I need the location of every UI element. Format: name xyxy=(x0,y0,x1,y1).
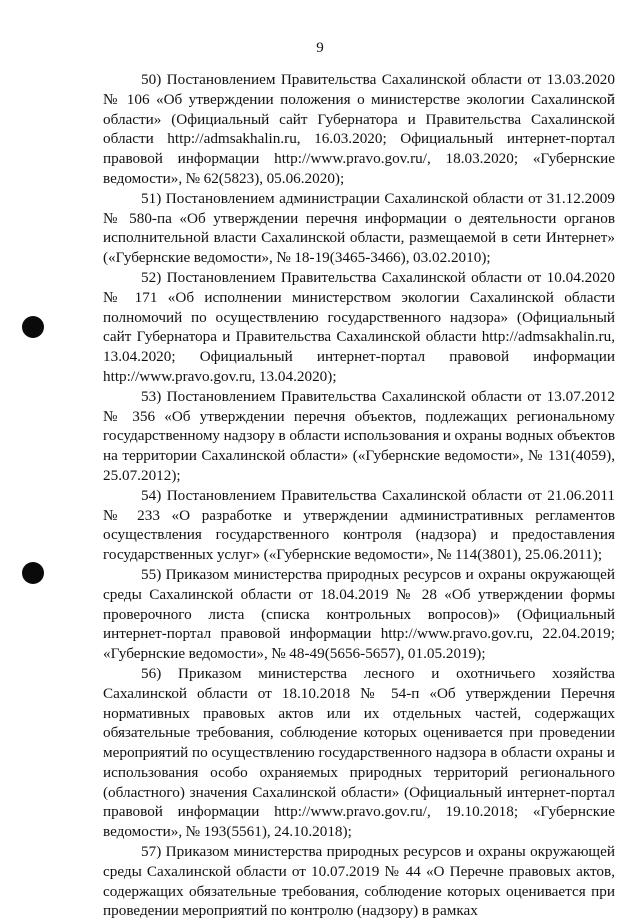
list-item-54: 54) Постановлением Правительства Сахалинской области от 21.06.2011 № 233 «О разработке и утверждении административных регламентов осуществления государственного контроля (надзора) и предоставления государственных услуг» («Губернские ведомости», № 114(3801), 25.06.2011); xyxy=(103,486,615,564)
list-item-53: 53) Постановлением Правительства Сахалинской области от 13.07.2012 № 356 «Об утверждении перечня объектов, подлежащих региональному государственному надзору в области использования и охраны водных объектов на территории Сахалинской области» («Губернские ведомости», № 131(4059), 25.07.2012); xyxy=(103,387,615,484)
list-item-50: 50) Постановлением Правительства Сахалинской области от 13.03.2020 № 106 «Об утверждении положения о министерстве экологии Сахалинской области» (Официальный сайт Губернатора и Правительства Сахалинской области http://admsakhalin.ru, 16.03.2020; Официальный интернет-портал правовой информации http://www.pravo.gov.ru/, 18.03.2020; «Губернские ведомости», № 62(5823), 05.06.2020); xyxy=(103,71,615,187)
punch-hole-top xyxy=(22,316,44,338)
page-number: 9 xyxy=(316,40,324,56)
document-body xyxy=(103,70,615,921)
punch-hole-bottom xyxy=(22,562,44,584)
list-item-56: 56) Приказом министерства лесного и охотничьего хозяйства Сахалинской области от 18.10.2018 № 54-п «Об утверждении Перечня нормативных правовых актов или их отдельных частей, содержащих обязательные требования, соблюдение которых оценивается при проведении мероприятий по осуществлению государственного надзора в области охраны и использования особо охраняемых природных территорий регионального (областного) значения Сахалинской области» (Официальный интернет-портал правовой информации http://www.pravo.gov.ru/, 19.10.2018; «Губернские ведомости», № 193(5561), 24.10.2018); xyxy=(103,664,615,841)
list-item-52: 52) Постановлением Правительства Сахалинской области от 10.04.2020 № 171 «Об исполнении министерством экологии Сахалинской области полномочий по осуществлению государственного надзора» (Официальный сайт Губернатора и Правительства Сахалинской области http://admsakhalin.ru, 13.04.2020; Официальный интернет-портал правовой информации http://www.pravo.gov.ru, 13.04.2020); xyxy=(103,268,615,385)
list-item-57: 57) Приказом министерства природных ресурсов и охраны окружающей среды Сахалинской области от 10.07.2019 № 44 «О Перечне правовых актов, содержащих обязательные требования, соблюдение которых оценивается при проведении мероприятий по контролю (надзору) в рамках xyxy=(103,843,615,920)
list-item-51: 51) Постановлением администрации Сахалинской области от 31.12.2009 № 580-па «Об утверждении перечня информации о деятельности органов исполнительной власти Сахалинской области, размещаемой в сети Интернет» («Губернские ведомости», № 18-19(3465-3466), 03.02.2010); xyxy=(103,189,615,267)
list-item-55: 55) Приказом министерства природных ресурсов и охраны окружающей среды Сахалинской области от 18.04.2019 № 28 «Об утверждении формы проверочного листа (списка контрольных вопросов)» (Официальный интернет-портал правовой информации http://www.pravo.gov.ru, 22.04.2019; «Губернские ведомости», № 48-49(5656-5657), 01.05.2019); xyxy=(103,565,615,663)
